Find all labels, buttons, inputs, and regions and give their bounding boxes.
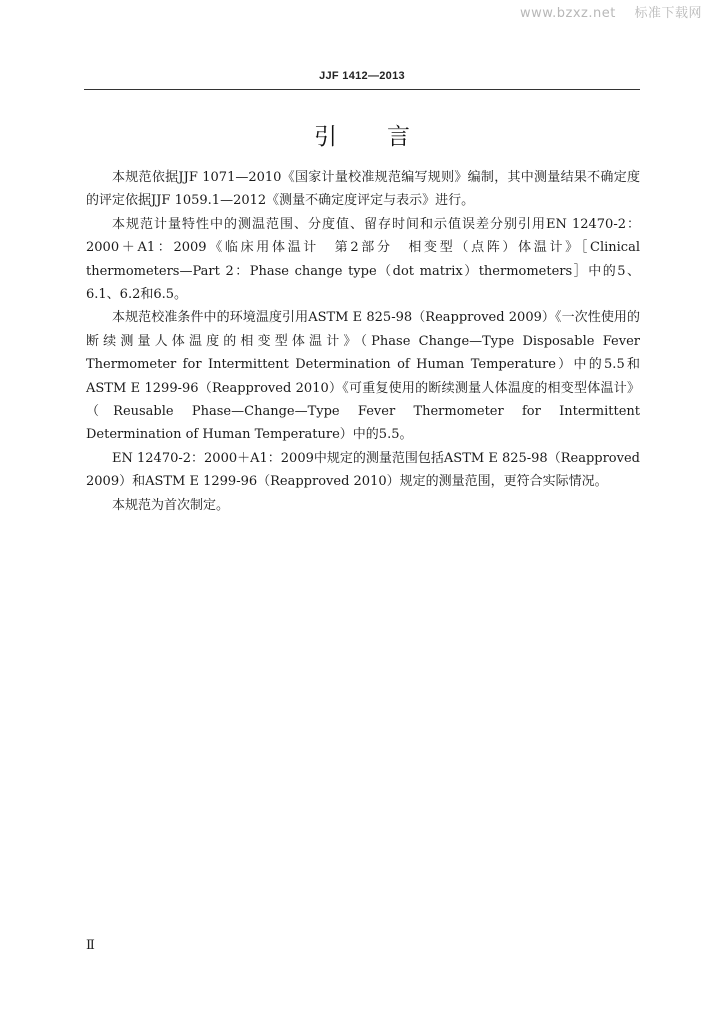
body-text bbox=[86, 166, 640, 517]
header-rule bbox=[84, 89, 640, 90]
page-title: 引言 bbox=[314, 124, 460, 150]
paragraph-first-edition: 本规范为首次制定。 bbox=[112, 497, 230, 513]
watermark-site: www.bzxz.net bbox=[519, 6, 616, 21]
page-number: Ⅱ bbox=[86, 938, 95, 953]
watermark-name: 标准下载网 bbox=[634, 6, 702, 21]
paragraph-measurement-range: EN 12470-2：2000＋A1：2009中规定的测量范围包括ASTM E 825-98（Reapproved 2009）和ASTM E 1299-96（Reapproved 2010）规定的测量范围，更符合实际情况。 bbox=[86, 450, 640, 490]
watermark bbox=[520, 2, 702, 21]
paragraph-metrological-characteristics: 本规范计量特性中的测温范围、分度值、留存时间和示值误差分别引用EN 12470-2：2000＋A1：2009《临床用体温计 第2部分 相变型（点阵）体温计》［Clinical thermometers—Part 2：Phase change type（dot matrix）thermometers］中的5、6.1、6.2和6.5。 bbox=[86, 216, 640, 303]
running-header-code: JJF 1412—2013 bbox=[319, 70, 405, 82]
paragraph-basis: 本规范依据JJF 1071—2010《国家计量校准规范编写规则》编制，其中测量结果不确定度的评定依据JJF 1059.1—2012《测量不确定度评定与表示》进行。 bbox=[86, 170, 640, 209]
paragraph-calibration-conditions: 本规范校准条件中的环境温度引用ASTM E 825-98（Reapproved 2009）《一次性使用的断续测量人体温度的相变型体温计》（Phase Change—Type Disposable Fever Thermometer for Intermittent Determination of Human Temperature）中的5.5和ASTM E 1299-96（Reapproved 2010）《可重复使用的断续测量人体温度的相变型体温计》（Reusable Phase—Change—Type Fever Thermometer for Intermittent Determination of Human Temperature）中的5.5。 bbox=[86, 310, 640, 443]
